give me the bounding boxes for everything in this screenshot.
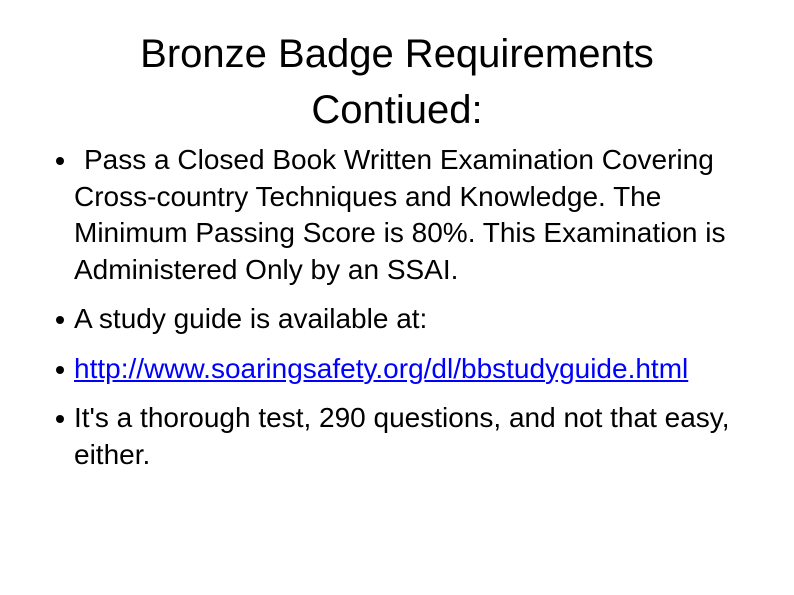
bullet-dot-icon	[56, 316, 64, 324]
slide-title	[40, 26, 754, 138]
bullet-dot-icon	[56, 366, 64, 374]
bullet-item-study-guide	[74, 301, 754, 338]
title-line-2: Contiued:	[311, 88, 483, 132]
study-guide-link[interactable]: http://www.soaringsafety.org/dl/bbstudyguide.html	[74, 352, 689, 384]
bullet-item-test-note	[74, 400, 754, 473]
bullet-text-exam: Pass a Closed Book Written Examination Covering Cross-country Techniques and Knowledge. The Minimum Passing Score is 80%. This Examination is Administered Only by an SSAI.	[74, 144, 726, 285]
bullet-dot-icon	[56, 415, 64, 423]
bullet-item-link	[74, 351, 754, 388]
bullet-item-exam	[74, 142, 754, 288]
bullet-text-study-guide: A study guide is available at:	[74, 303, 428, 334]
bullet-list	[0, 142, 794, 486]
title-line-1: Bronze Badge Requirements	[140, 32, 654, 76]
bullet-text-test-note: It's a thorough test, 290 questions, and not that easy, either.	[74, 402, 730, 470]
bullet-dot-icon	[56, 157, 64, 165]
